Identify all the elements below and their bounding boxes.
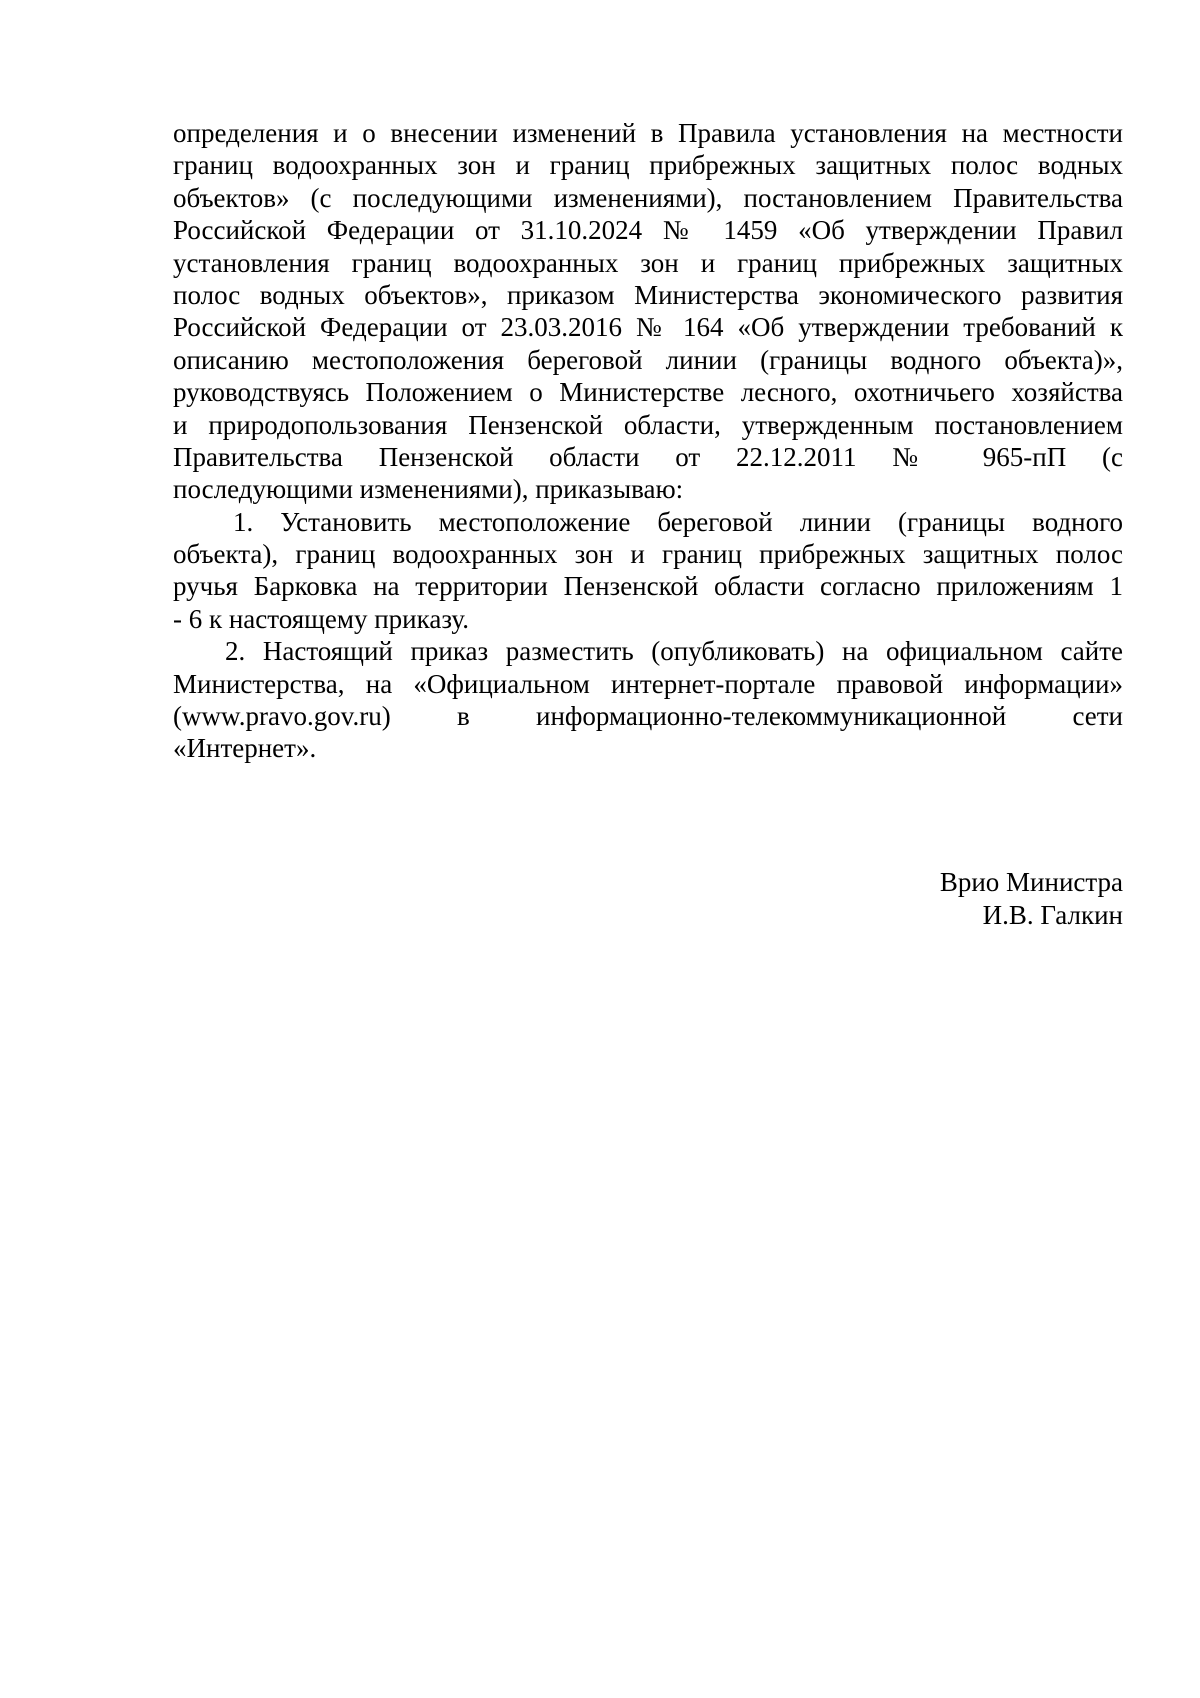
intro-paragraph (173, 117, 1123, 506)
text-line: описанию местоположения береговой линии (границы водного объекта)», (173, 344, 1123, 375)
text-line: ручья Барковка на территории Пензенской области согласно приложениям 1 (173, 571, 1123, 602)
signature-block (940, 866, 1123, 932)
text-line: объектов» (с последующими изменениями), постановлением Правительства (173, 182, 1123, 213)
text-line: 2. Настоящий приказ разместить (опубликовать) на официальном сайте (225, 636, 1123, 667)
text-line: установления границ водоохранных зон и границ прибрежных защитных (173, 247, 1123, 278)
text-line: - 6 к настоящему приказу. (173, 603, 469, 634)
text-line: последующими изменениями), приказываю: (173, 474, 684, 505)
text-line: и природопользования Пензенской области, утвержденным постановлением (173, 409, 1123, 440)
text-line: Правительства Пензенской области от 22.12.2011 № 965-пП (с (173, 441, 1123, 472)
text-line: границ водоохранных зон и границ прибрежных защитных полос водных (173, 150, 1123, 181)
signatory-position: Врио Министра (939, 867, 1123, 897)
text-line: Российской Федерации от 31.10.2024 № 1459 «Об утверждении Правил (173, 215, 1123, 246)
text-line: Министерства, на «Официальном интернет-портале правовой информации» (173, 668, 1123, 699)
text-line: полос водных объектов», приказом Министерства экономического развития (173, 279, 1123, 310)
text-line: (www.pravo.gov.ru) в информационно-телекоммуникационной сети (173, 701, 1123, 732)
text-line: руководствуясь Положением о Министерстве лесного, охотничьего хозяйства (173, 377, 1123, 408)
text-line: объекта), границ водоохранных зон и границ прибрежных защитных полос (173, 539, 1123, 570)
document-body (173, 117, 1123, 765)
text-line: определения и о внесении изменений в Правила установления на местности (173, 118, 1123, 148)
order-item-1 (173, 506, 1123, 636)
text-line: Российской Федерации от 23.03.2016 № 164 «Об утверждении требований к (173, 312, 1123, 343)
order-item-2 (173, 635, 1123, 765)
signatory-name: И.В. Галкин (982, 900, 1123, 930)
text-line: «Интернет». (173, 733, 317, 764)
text-line: 1. Установить местоположение береговой линии (границы водного (233, 506, 1123, 537)
